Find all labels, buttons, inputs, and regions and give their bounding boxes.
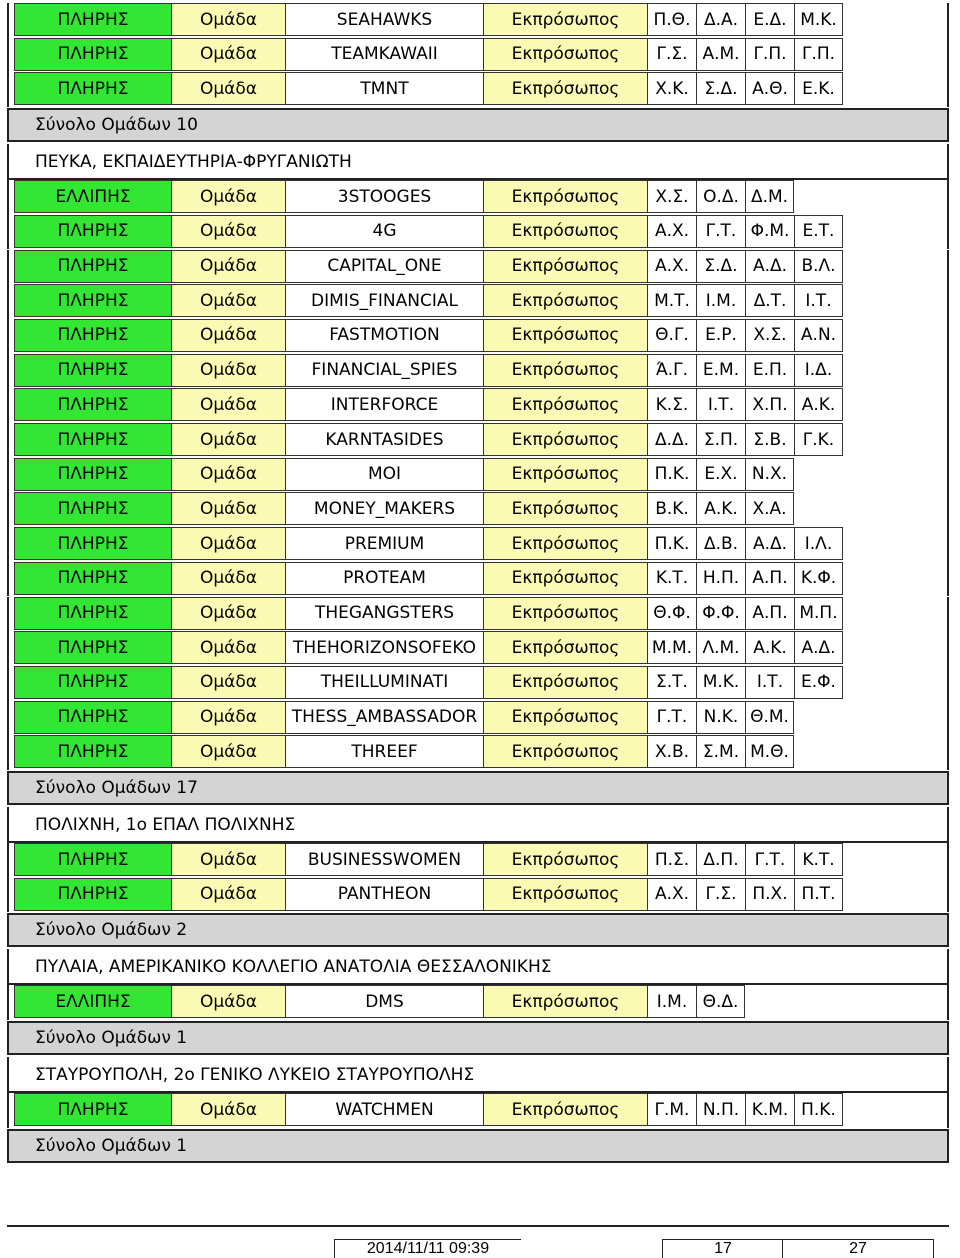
team-name: MONEY_MAKERS [285,492,483,525]
team-label: Ομάδα [171,354,285,387]
team-row [14,458,794,491]
footer-page-number: 17 [662,1239,783,1258]
member-initials: Φ.Μ. [745,215,794,248]
section-border [947,458,949,493]
team-status: ΠΛΗΡΗΣ [14,492,171,525]
team-name: THESS_AMBASSADOR [285,701,483,734]
section-border [947,180,949,215]
team-label: Ομάδα [171,284,285,317]
section-border [7,38,9,73]
team-row [14,284,843,317]
representative-label: Εκπρόσωπος [483,843,647,876]
section-border [947,666,949,701]
section-border [947,562,949,597]
section-border [947,985,949,1020]
team-label: Ομάδα [171,215,285,248]
section-border [947,597,949,632]
team-name: PANTHEON [285,878,483,911]
member-initials: Α.Δ. [745,527,794,560]
representative-label: Εκπρόσωπος [483,878,647,911]
member-initials: Χ.Π. [745,388,794,421]
team-label: Ομάδα [171,985,285,1018]
team-label: Ομάδα [171,631,285,664]
representative-label: Εκπρόσωπος [483,319,647,352]
section-border [947,388,949,423]
team-row [14,38,843,71]
member-initials: Κ.Τ. [794,843,843,876]
team-status: ΠΛΗΡΗΣ [14,458,171,491]
team-status: ΕΛΛΙΠΗΣ [14,985,171,1018]
team-name: BUSINESSWOMEN [285,843,483,876]
section-border [947,215,949,250]
member-initials: Α.Κ. [696,492,745,525]
representative-label: Εκπρόσωπος [483,284,647,317]
section-border [947,284,949,319]
team-label: Ομάδα [171,701,285,734]
representative-label: Εκπρόσωπος [483,492,647,525]
team-status: ΠΛΗΡΗΣ [14,597,171,630]
member-initials: Π.Τ. [794,878,843,911]
member-initials: Ε.Δ. [745,3,794,36]
team-row [14,701,794,734]
team-label: Ομάδα [171,72,285,105]
member-initials: Β.Λ. [794,250,843,283]
member-initials: Σ.Τ. [647,666,696,699]
member-initials: Β.Κ. [647,492,696,525]
section-border [947,38,949,73]
team-label: Ομάδα [171,527,285,560]
section-border [7,3,9,38]
member-initials: Α.Θ. [745,72,794,105]
representative-label: Εκπρόσωπος [483,180,647,213]
section-border [947,250,949,285]
team-name: WATCHMEN [285,1093,483,1126]
member-initials: Α.Δ. [794,631,843,664]
member-initials: Δ.Π. [696,843,745,876]
representative-label: Εκπρόσωπος [483,388,647,421]
section-border [7,458,9,493]
team-name: SEAHAWKS [285,3,483,36]
member-initials: Δ.Τ. [745,284,794,317]
section-total: Σύνολο Ομάδων 1 [7,1129,949,1163]
team-row [14,215,843,248]
team-row [14,180,794,213]
section-border [947,72,949,107]
team-status: ΠΛΗΡΗΣ [14,631,171,664]
team-name: 4G [285,215,483,248]
member-initials: Μ.Μ. [647,631,696,664]
section-border [7,878,9,913]
team-name: FASTMOTION [285,319,483,352]
section-border [7,180,9,215]
team-name: DMS [285,985,483,1018]
member-initials: Σ.Δ. [696,72,745,105]
member-initials: Ι.Τ. [794,284,843,317]
team-label: Ομάδα [171,1093,285,1126]
team-name: THREEF [285,735,483,768]
member-initials: Α.Χ. [647,878,696,911]
section-border [7,735,9,770]
member-initials: Χ.Σ. [647,180,696,213]
representative-label: Εκπρόσωπος [483,38,647,71]
team-row [14,250,843,283]
team-name: PROTEAM [285,562,483,595]
team-status: ΠΛΗΡΗΣ [14,666,171,699]
section-border [7,1093,9,1128]
representative-label: Εκπρόσωπος [483,3,647,36]
member-initials: Π.Κ. [647,458,696,491]
team-label: Ομάδα [171,388,285,421]
member-initials: Π.Κ. [794,1093,843,1126]
team-row [14,1093,843,1126]
section-border [7,597,9,632]
section-border [7,666,9,701]
team-label: Ομάδα [171,319,285,352]
team-name: KARNTASIDES [285,423,483,456]
member-initials: Σ.Δ. [696,250,745,283]
section-border [7,284,9,319]
member-initials: Α.Κ. [745,631,794,664]
team-status: ΠΛΗΡΗΣ [14,354,171,387]
member-initials: Ε.Τ. [794,215,843,248]
team-status: ΠΛΗΡΗΣ [14,735,171,768]
member-initials: Θ.Γ. [647,319,696,352]
member-initials: Σ.Μ. [696,735,745,768]
team-label: Ομάδα [171,843,285,876]
member-initials: Κ.Σ. [647,388,696,421]
team-label: Ομάδα [171,562,285,595]
member-initials: Κ.Τ. [647,562,696,595]
team-status: ΠΛΗΡΗΣ [14,38,171,71]
team-status: ΕΛΛΙΠΗΣ [14,180,171,213]
section-border [7,388,9,423]
section-border [947,492,949,527]
team-row [14,3,843,36]
member-initials: Φ.Φ. [696,597,745,630]
footer-total-pages: 27 [782,1239,934,1258]
team-name: INTERFORCE [285,388,483,421]
team-row [14,423,843,456]
team-label: Ομάδα [171,180,285,213]
member-initials: Ι.Τ. [696,388,745,421]
team-row [14,878,843,911]
member-initials: Ι.Μ. [696,284,745,317]
section-total: Σύνολο Ομάδων 10 [7,108,949,142]
representative-label: Εκπρόσωπος [483,458,647,491]
team-status: ΠΛΗΡΗΣ [14,878,171,911]
member-initials: Α.Π. [745,562,794,595]
section-border [7,215,9,250]
team-label: Ομάδα [171,597,285,630]
team-row [14,735,794,768]
team-row [14,666,843,699]
team-label: Ομάδα [171,3,285,36]
representative-label: Εκπρόσωπος [483,354,647,387]
section-border [7,527,9,562]
team-status: ΠΛΗΡΗΣ [14,1093,171,1126]
representative-label: Εκπρόσωπος [483,423,647,456]
section-border [947,1093,949,1128]
member-initials: Δ.Μ. [745,180,794,213]
team-status: ΠΛΗΡΗΣ [14,72,171,105]
section-border [947,3,949,38]
representative-label: Εκπρόσωπος [483,562,647,595]
team-label: Ομάδα [171,250,285,283]
member-initials: Ε.Φ. [794,666,843,699]
section-border [7,72,9,107]
member-initials: Ν.Π. [696,1093,745,1126]
member-initials: Γ.Τ. [647,701,696,734]
representative-label: Εκπρόσωπος [483,527,647,560]
member-initials: Α.Π. [745,597,794,630]
representative-label: Εκπρόσωπος [483,701,647,734]
member-initials: Θ.Φ. [647,597,696,630]
school-header: ΠΥΛΑΙΑ, ΑΜΕΡΙΚΑΝΙΚΟ ΚΟΛΛΕΓΙΟ ΑΝΑΤΟΛΙΑ ΘΕΣΣΑΛΟΝΙΚΗΣ [7,949,949,985]
section-border [947,527,949,562]
member-initials: Α.Κ. [794,388,843,421]
team-label: Ομάδα [171,735,285,768]
team-status: ΠΛΗΡΗΣ [14,527,171,560]
section-border [947,701,949,736]
member-initials: Σ.Β. [745,423,794,456]
member-initials: Π.Χ. [745,878,794,911]
member-initials: Ε.Μ. [696,354,745,387]
section-border [7,354,9,389]
team-row [14,354,843,387]
team-status: ΠΛΗΡΗΣ [14,562,171,595]
team-row [14,72,843,105]
representative-label: Εκπρόσωπος [483,666,647,699]
team-status: ΠΛΗΡΗΣ [14,284,171,317]
section-border [7,843,9,878]
member-initials: Γ.Τ. [696,215,745,248]
section-border [947,878,949,913]
team-status: ΠΛΗΡΗΣ [14,215,171,248]
member-initials: Ά.Γ. [647,354,696,387]
team-status: ΠΛΗΡΗΣ [14,701,171,734]
team-label: Ομάδα [171,38,285,71]
member-initials: Μ.Π. [794,597,843,630]
section-border [947,319,949,354]
team-row [14,631,843,664]
member-initials: Λ.Μ. [696,631,745,664]
school-header: ΣΤΑΥΡΟΥΠΟΛΗ, 2ο ΓΕΝΙΚΟ ΛΥΚΕΙΟ ΣΤΑΥΡΟΥΠΟΛΗΣ [7,1057,949,1093]
representative-label: Εκπρόσωπος [483,215,647,248]
member-initials: Γ.Τ. [745,843,794,876]
section-border [7,701,9,736]
representative-label: Εκπρόσωπος [483,985,647,1018]
team-row [14,319,843,352]
team-name: DIMIS_FINANCIAL [285,284,483,317]
section-border [7,492,9,527]
section-border [7,985,9,1020]
member-initials: Ν.Κ. [696,701,745,734]
team-name: TEAMKAWAII [285,38,483,71]
footer-datetime: 2014/11/11 09:39 [334,1239,521,1258]
member-initials: Θ.Δ. [696,985,745,1018]
page-footer [0,1225,960,1257]
team-label: Ομάδα [171,666,285,699]
member-initials: Ι.Λ. [794,527,843,560]
member-initials: Μ.Θ. [745,735,794,768]
member-initials: Κ.Φ. [794,562,843,595]
member-initials: Η.Π. [696,562,745,595]
school-header: ΠΕΥΚΑ, ΕΚΠΑΙΔΕΥΤΗΡΙΑ-ΦΡΥΓΑΝΙΩΤΗ [7,144,949,180]
team-name: PREMIUM [285,527,483,560]
section-total: Σύνολο Ομάδων 17 [7,771,949,805]
team-row [14,527,843,560]
team-status: ΠΛΗΡΗΣ [14,250,171,283]
team-status: ΠΛΗΡΗΣ [14,843,171,876]
member-initials: Γ.Σ. [647,38,696,71]
member-initials: Σ.Π. [696,423,745,456]
member-initials: Χ.Σ. [745,319,794,352]
member-initials: Α.Χ. [647,250,696,283]
team-row [14,562,843,595]
representative-label: Εκπρόσωπος [483,735,647,768]
section-border [947,843,949,878]
team-status: ΠΛΗΡΗΣ [14,3,171,36]
member-initials: Π.Σ. [647,843,696,876]
section-total: Σύνολο Ομάδων 2 [7,913,949,947]
member-initials: Χ.Β. [647,735,696,768]
section-border [947,631,949,666]
member-initials: Μ.Κ. [794,3,843,36]
section-border [7,562,9,597]
team-name: FINANCIAL_SPIES [285,354,483,387]
section-border [947,354,949,389]
team-row [14,388,843,421]
section-border [7,319,9,354]
member-initials: Θ.Μ. [745,701,794,734]
section-border [7,631,9,666]
member-initials: Ε.Ρ. [696,319,745,352]
member-initials: Α.Μ. [696,38,745,71]
team-row [14,597,843,630]
member-initials: Π.Θ. [647,3,696,36]
team-name: THEGANGSTERS [285,597,483,630]
member-initials: Δ.Α. [696,3,745,36]
section-border [947,423,949,458]
member-initials: Χ.Κ. [647,72,696,105]
member-initials: Κ.Μ. [745,1093,794,1126]
representative-label: Εκπρόσωπος [483,250,647,283]
representative-label: Εκπρόσωπος [483,1093,647,1126]
team-label: Ομάδα [171,458,285,491]
team-name: MOI [285,458,483,491]
member-initials: Γ.Π. [794,38,843,71]
section-border [947,735,949,770]
member-initials: Δ.Δ. [647,423,696,456]
member-initials: Α.Δ. [745,250,794,283]
team-name: THEILLUMINATI [285,666,483,699]
member-initials: Α.Χ. [647,215,696,248]
representative-label: Εκπρόσωπος [483,72,647,105]
member-initials: Γ.Π. [745,38,794,71]
footer-rule [7,1225,949,1227]
member-initials: Ι.Δ. [794,354,843,387]
member-initials: Γ.Κ. [794,423,843,456]
member-initials: Π.Κ. [647,527,696,560]
member-initials: Ι.Μ. [647,985,696,1018]
team-label: Ομάδα [171,878,285,911]
member-initials: Ε.Κ. [794,72,843,105]
member-initials: Δ.Β. [696,527,745,560]
team-row [14,985,745,1018]
team-name: 3STOOGES [285,180,483,213]
team-name: CAPITAL_ONE [285,250,483,283]
team-status: ΠΛΗΡΗΣ [14,423,171,456]
member-initials: Γ.Μ. [647,1093,696,1126]
member-initials: Χ.Α. [745,492,794,525]
member-initials: Ι.Τ. [745,666,794,699]
member-initials: Μ.Τ. [647,284,696,317]
member-initials: Ν.Χ. [745,458,794,491]
member-initials: Μ.Κ. [696,666,745,699]
team-status: ΠΛΗΡΗΣ [14,388,171,421]
member-initials: Ο.Δ. [696,180,745,213]
team-name: THEHORIZONSOFEKO [285,631,483,664]
team-name: TMNT [285,72,483,105]
member-initials: Α.Ν. [794,319,843,352]
team-label: Ομάδα [171,492,285,525]
section-border [7,423,9,458]
member-initials: Ε.Χ. [696,458,745,491]
team-label: Ομάδα [171,423,285,456]
section-total: Σύνολο Ομάδων 1 [7,1021,949,1055]
school-header: ΠΟΛΙΧΝΗ, 1ο ΕΠΑΛ ΠΟΛΙΧΝΗΣ [7,807,949,843]
member-initials: Γ.Σ. [696,878,745,911]
team-row [14,843,843,876]
section-border [7,250,9,285]
team-row [14,492,794,525]
representative-label: Εκπρόσωπος [483,597,647,630]
representative-label: Εκπρόσωπος [483,631,647,664]
team-status: ΠΛΗΡΗΣ [14,319,171,352]
member-initials: Ε.Π. [745,354,794,387]
